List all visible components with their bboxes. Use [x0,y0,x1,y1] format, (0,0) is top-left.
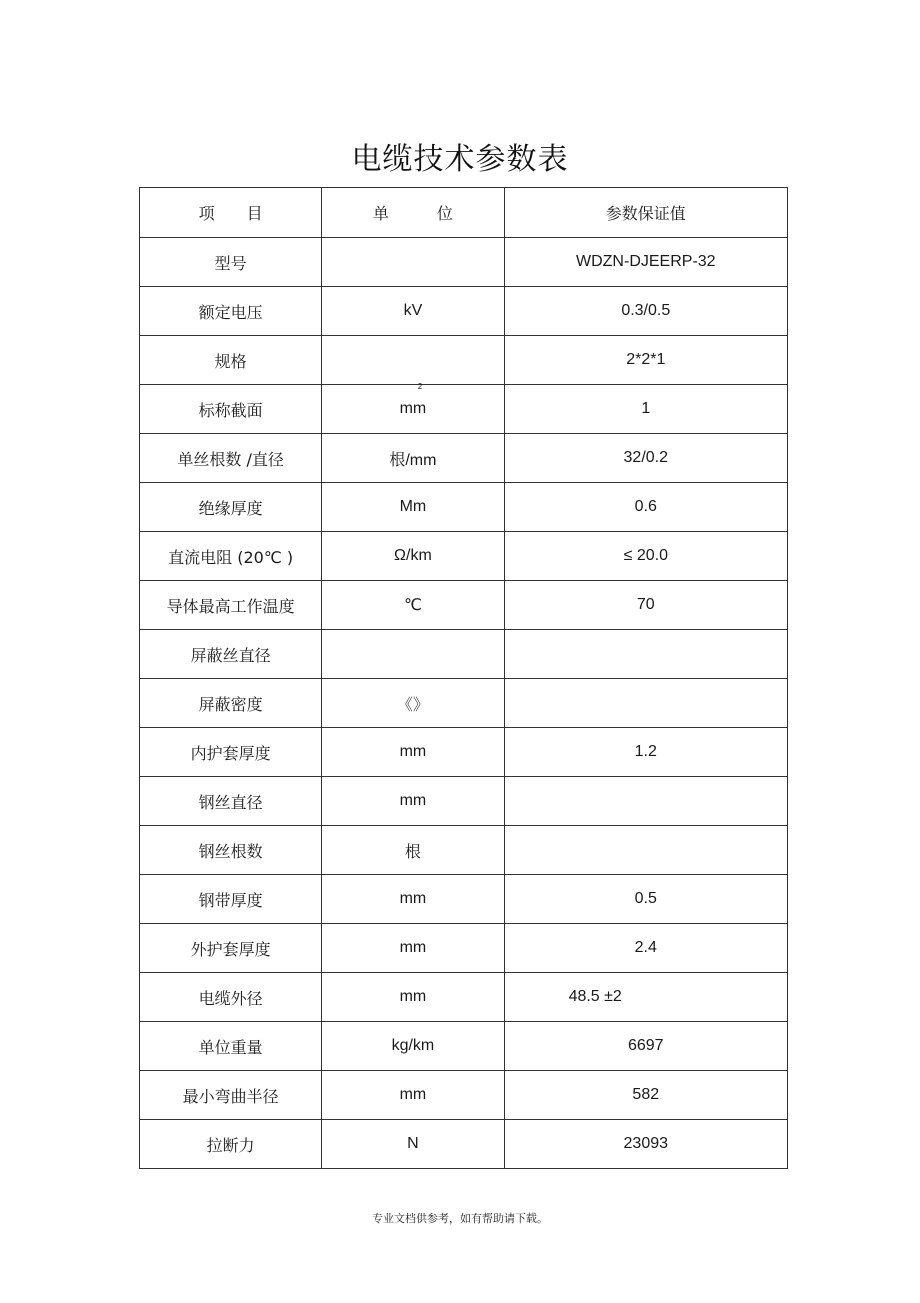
table-row [140,777,788,826]
row-item: 钢丝根数 [140,826,322,875]
table-row [140,483,788,532]
table-row [140,826,788,875]
row-value: 1 [504,385,787,434]
row-value: 582 [504,1071,787,1120]
table-row [140,434,788,483]
row-unit: mm [322,1071,504,1120]
cable-spec-table [139,187,788,1169]
row-unit: kV [322,287,504,336]
row-value: 48.5 ±2 [504,973,787,1022]
row-item: 内护套厚度 [140,728,322,777]
table-row [140,532,788,581]
table-row [140,287,788,336]
footer-note: 专业文档供参考，如有帮助请下载。 [372,1212,548,1225]
unit-base: mm [399,400,427,417]
row-value [504,630,787,679]
row-item: 拉断力 [140,1120,322,1169]
row-item: 钢带厚度 [140,875,322,924]
page-title: 电缆技术参数表 [351,142,569,177]
row-value [504,777,787,826]
row-unit: mm [322,728,504,777]
row-item: 导体最高工作温度 [140,581,322,630]
row-value: 70 [504,581,787,630]
row-unit: N [322,1120,504,1169]
table-header-row [140,188,788,238]
row-unit: mm [322,777,504,826]
row-value: 23093 [504,1120,787,1169]
table-row [140,1071,788,1120]
row-item: 单丝根数 /直径 [140,434,322,483]
table-row [140,1022,788,1071]
row-value: 2*2*1 [504,336,787,385]
row-unit [322,630,504,679]
header-unit: 单 位 [322,188,504,238]
row-item: 规格 [140,336,322,385]
row-item: 钢丝直径 [140,777,322,826]
row-unit [322,336,504,385]
table-row [140,1120,788,1169]
row-unit: 《》 [322,679,504,728]
table-row [140,581,788,630]
row-value: WDZN-DJEERP-32 [504,238,787,287]
row-unit: 根 [322,826,504,875]
row-unit: 根/mm [322,434,504,483]
table-row [140,728,788,777]
row-item: 型号 [140,238,322,287]
row-item: 外护套厚度 [140,924,322,973]
row-item: 最小弯曲半径 [140,1071,322,1120]
table-row [140,679,788,728]
row-value: 32/0.2 [504,434,787,483]
table-row [140,875,788,924]
unit-with-superscript [399,382,427,418]
row-unit: ℃ [322,581,504,630]
row-item: 直流电阻 (20℃ ) [140,532,322,581]
row-item: 电缆外径 [140,973,322,1022]
header-value: 参数保证值 [504,188,787,238]
table-row [140,336,788,385]
row-item: 屏蔽密度 [140,679,322,728]
unit-superscript: 2 [417,382,423,391]
table-row [140,385,788,434]
header-item: 项 目 [140,188,322,238]
row-unit: Mm [322,483,504,532]
row-unit: mm [322,875,504,924]
row-unit: kg/km [322,1022,504,1071]
row-unit: Ω/km [322,532,504,581]
row-unit [322,382,504,434]
row-item: 标称截面 [140,385,322,434]
row-unit: mm [322,973,504,1022]
table-row [140,924,788,973]
row-value: 6697 [504,1022,787,1071]
row-item: 额定电压 [140,287,322,336]
row-value [504,679,787,728]
row-unit: mm [322,924,504,973]
row-unit [322,238,504,287]
row-value: 0.5 [504,875,787,924]
row-value: 0.3/0.5 [504,287,787,336]
row-item: 绝缘厚度 [140,483,322,532]
row-value: ≤ 20.0 [504,532,787,581]
table-row [140,973,788,1022]
row-value: 0.6 [504,483,787,532]
row-value: 2.4 [504,924,787,973]
table-row [140,630,788,679]
row-item: 单位重量 [140,1022,322,1071]
table-row [140,238,788,287]
row-item: 屏蔽丝直径 [140,630,322,679]
row-value: 1.2 [504,728,787,777]
row-value [504,826,787,875]
